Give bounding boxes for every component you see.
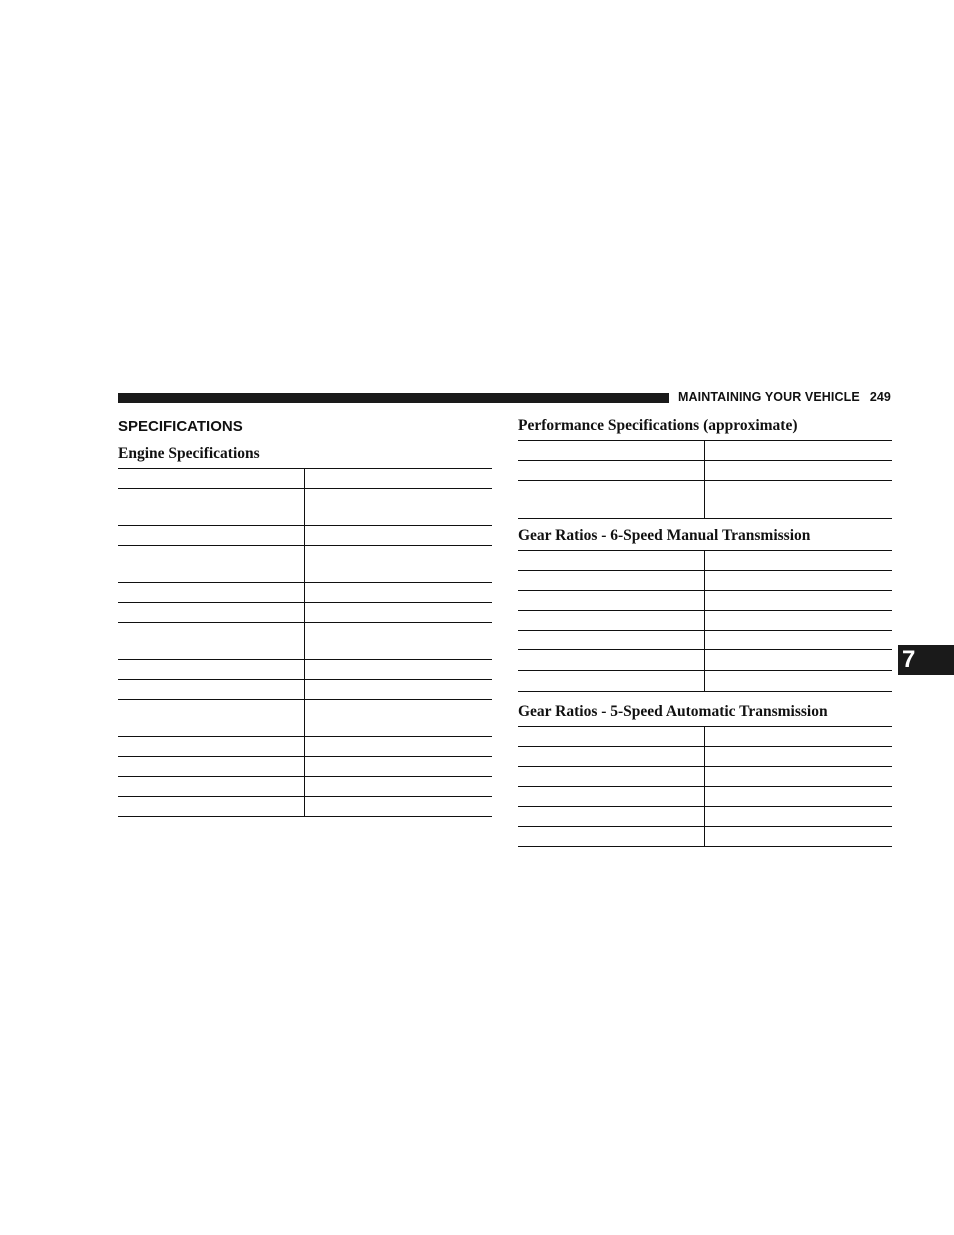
table-cell-label: [518, 650, 705, 671]
table-row: [518, 650, 892, 671]
automatic-gear-ratios-title: Gear Ratios - 5-Speed Automatic Transmission: [518, 703, 828, 720]
table-cell-value: [705, 747, 893, 767]
table-cell-value: [305, 526, 493, 546]
table-cell-label: [118, 603, 305, 623]
table-cell-value: [705, 571, 893, 591]
table-cell-value: [305, 700, 493, 737]
table-cell-value: [705, 827, 893, 847]
table-cell-value: [305, 583, 493, 603]
table-cell-label: [518, 611, 705, 631]
table-cell-value: [705, 631, 893, 650]
table-cell-label: [518, 727, 705, 747]
table-row: [118, 680, 492, 700]
table-cell-label: [118, 526, 305, 546]
table-cell-label: [118, 737, 305, 757]
table-row: [518, 787, 892, 807]
automatic-gear-ratios-table: [518, 726, 892, 847]
table-cell-value: [705, 591, 893, 611]
engine-specs-title: Engine Specifications: [118, 445, 260, 462]
table-row: [118, 660, 492, 680]
table-cell-value: [705, 441, 893, 461]
table-row: [518, 461, 892, 481]
performance-specs-title: Performance Specifications (approximate): [518, 417, 798, 434]
table-row: [118, 546, 492, 583]
table-cell-value: [305, 603, 493, 623]
engine-specs-table: [118, 468, 492, 817]
table-row: [518, 827, 892, 847]
table-cell-label: [518, 571, 705, 591]
table-cell-label: [518, 767, 705, 787]
page-number: 249: [869, 390, 891, 404]
table-cell-label: [118, 797, 305, 817]
table-row: [118, 583, 492, 603]
table-cell-value: [705, 650, 893, 671]
table-cell-value: [305, 737, 493, 757]
table-cell-value: [705, 787, 893, 807]
table-row: [118, 777, 492, 797]
table-row: [518, 481, 892, 519]
table-row: [118, 469, 492, 489]
table-row: [118, 737, 492, 757]
table-cell-label: [118, 489, 305, 526]
page-title: SPECIFICATIONS: [118, 418, 243, 435]
manual-gear-ratios-title: Gear Ratios - 6-Speed Manual Transmission: [518, 527, 811, 544]
table-cell-label: [118, 546, 305, 583]
table-cell-value: [705, 481, 893, 519]
table-cell-value: [705, 461, 893, 481]
table-cell-value: [305, 469, 493, 489]
table-row: [518, 551, 892, 571]
table-cell-label: [518, 441, 705, 461]
table-row: [118, 700, 492, 737]
table-cell-value: [305, 546, 493, 583]
table-row: [118, 797, 492, 817]
table-row: [518, 591, 892, 611]
table-cell-label: [518, 827, 705, 847]
table-cell-label: [118, 469, 305, 489]
performance-specs-table: [518, 440, 892, 519]
table-row: [518, 767, 892, 787]
table-cell-value: [705, 671, 893, 692]
table-cell-label: [518, 671, 705, 692]
table-cell-value: [705, 611, 893, 631]
manual-gear-ratios-table: [518, 550, 892, 692]
table-row: [518, 747, 892, 767]
table-cell-label: [118, 700, 305, 737]
table-cell-value: [305, 797, 493, 817]
table-row: [118, 757, 492, 777]
table-row: [518, 611, 892, 631]
table-row: [518, 727, 892, 747]
header-rule: [118, 393, 669, 403]
running-header: [678, 390, 891, 404]
table-cell-label: [518, 591, 705, 611]
table-cell-label: [518, 481, 705, 519]
table-cell-value: [305, 777, 493, 797]
table-cell-label: [518, 787, 705, 807]
table-cell-label: [118, 660, 305, 680]
table-cell-value: [305, 660, 493, 680]
table-cell-label: [118, 583, 305, 603]
table-cell-value: [305, 757, 493, 777]
table-row: [118, 623, 492, 660]
table-row: [118, 603, 492, 623]
table-cell-label: [118, 757, 305, 777]
table-cell-label: [118, 777, 305, 797]
table-cell-label: [118, 680, 305, 700]
chapter-tab: 7: [898, 645, 954, 675]
table-cell-value: [705, 727, 893, 747]
table-row: [518, 571, 892, 591]
table-cell-value: [305, 680, 493, 700]
table-cell-label: [518, 807, 705, 827]
table-cell-label: [518, 631, 705, 650]
table-row: [118, 489, 492, 526]
header-section-label: MAINTAINING YOUR VEHICLE: [678, 390, 860, 404]
table-row: [518, 807, 892, 827]
table-cell-value: [705, 551, 893, 571]
table-row: [518, 671, 892, 692]
table-cell-label: [118, 623, 305, 660]
table-row: [518, 631, 892, 650]
table-row: [518, 441, 892, 461]
table-cell-value: [305, 489, 493, 526]
table-cell-label: [518, 747, 705, 767]
table-cell-label: [518, 461, 705, 481]
table-cell-value: [705, 807, 893, 827]
table-cell-value: [305, 623, 493, 660]
table-row: [118, 526, 492, 546]
table-cell-label: [518, 551, 705, 571]
table-cell-value: [705, 767, 893, 787]
